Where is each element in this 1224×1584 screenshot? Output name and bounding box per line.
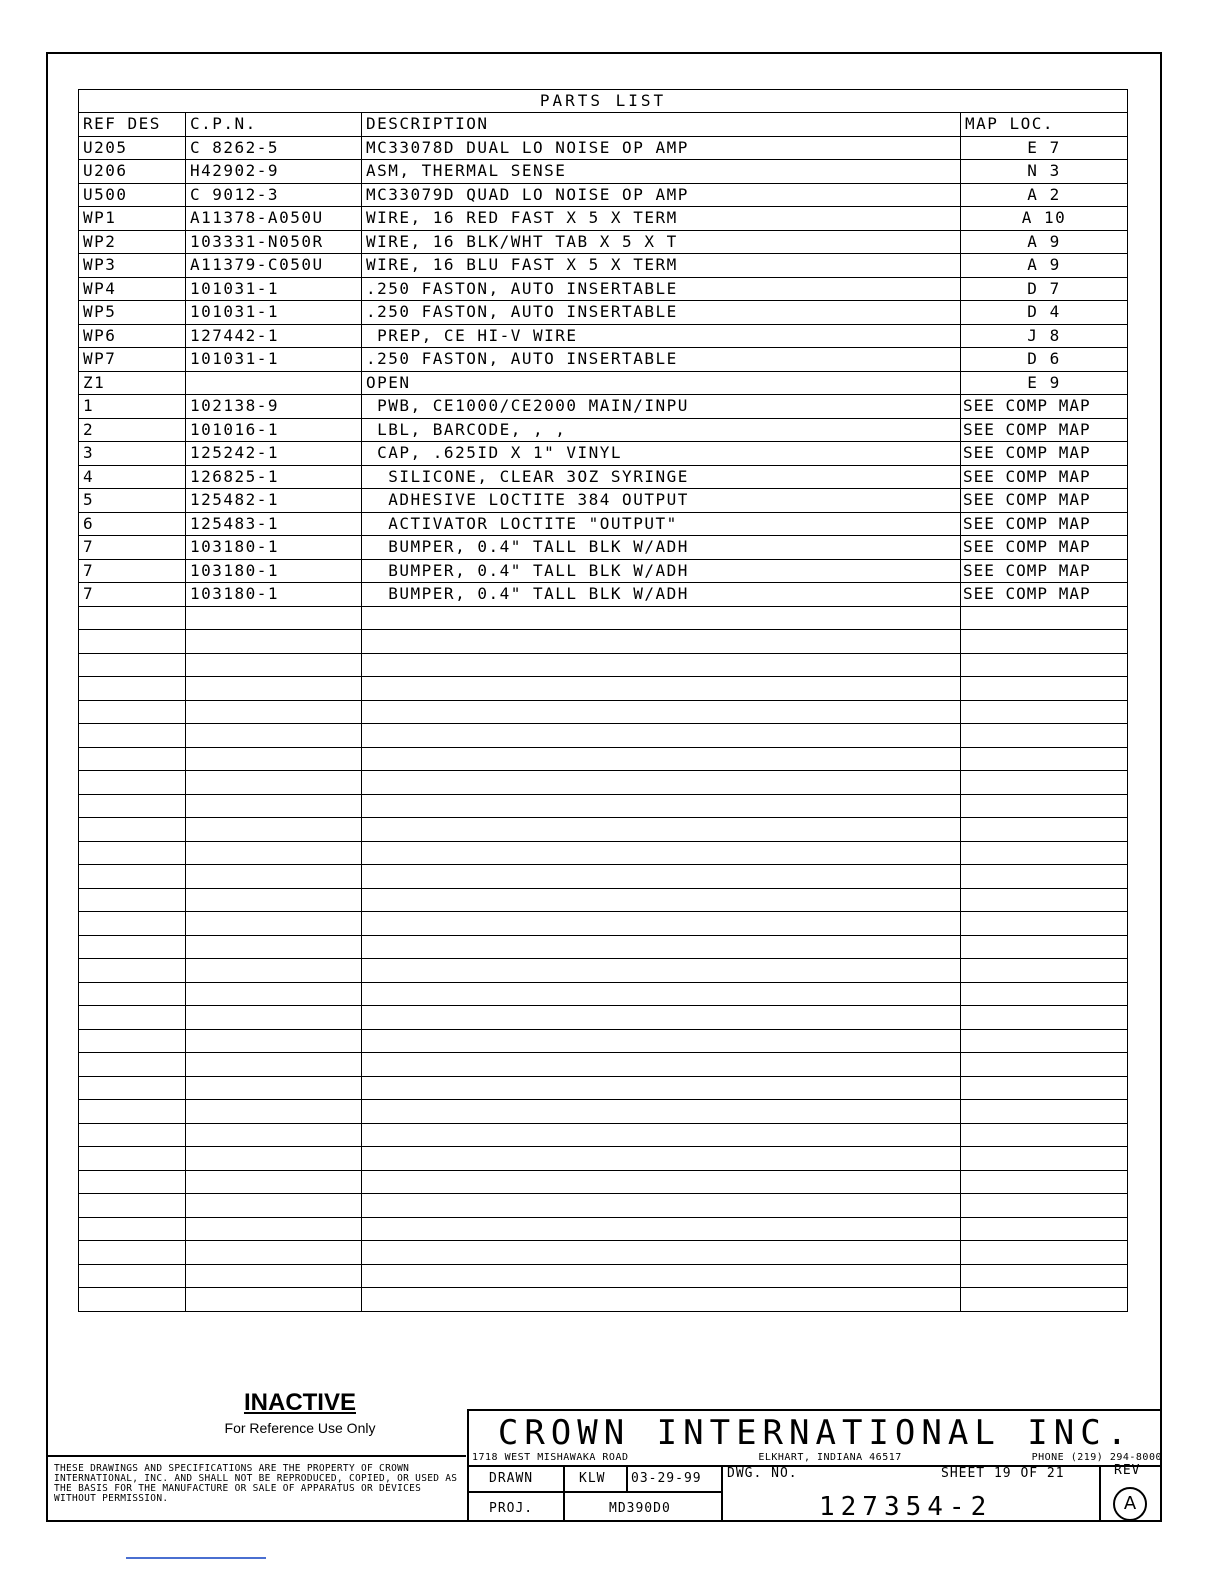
cell-empty — [961, 1147, 1128, 1171]
cell-empty — [186, 630, 362, 654]
cell-empty — [79, 1076, 186, 1100]
cell-empty — [186, 1147, 362, 1171]
cell-ref-des: 2 — [79, 418, 186, 442]
cell-empty — [362, 771, 961, 795]
parts-list-title-row — [79, 90, 1128, 113]
parts-row-empty — [79, 982, 1128, 1006]
cell-description: PREP, CE HI-V WIRE — [362, 324, 961, 348]
cell-empty — [961, 841, 1128, 865]
cell-empty — [362, 888, 961, 912]
cell-map-loc: E 9 — [961, 371, 1128, 395]
cell-empty — [79, 1029, 186, 1053]
cell-cpn: 101031-1 — [186, 348, 362, 372]
cell-cpn: C 9012-3 — [186, 183, 362, 207]
cell-empty — [961, 606, 1128, 630]
cell-cpn: 125242-1 — [186, 442, 362, 466]
cell-ref-des: 7 — [79, 583, 186, 607]
cell-description: LBL, BARCODE, , , — [362, 418, 961, 442]
cell-map-loc: SEE COMP MAP — [961, 418, 1128, 442]
title-block-divider — [469, 1491, 721, 1493]
cell-empty — [79, 1053, 186, 1077]
cell-map-loc: SEE COMP MAP — [961, 465, 1128, 489]
cell-empty — [186, 888, 362, 912]
parts-row-empty — [79, 818, 1128, 842]
cell-description: BUMPER, 0.4" TALL BLK W/ADH — [362, 536, 961, 560]
cell-empty — [362, 1241, 961, 1265]
parts-row-empty — [79, 841, 1128, 865]
cell-empty — [362, 912, 961, 936]
cell-description: BUMPER, 0.4" TALL BLK W/ADH — [362, 583, 961, 607]
header-description: DESCRIPTION — [362, 113, 961, 137]
cell-empty — [79, 1264, 186, 1288]
cell-cpn: C 8262-5 — [186, 136, 362, 160]
parts-row-empty — [79, 888, 1128, 912]
cell-ref-des: 7 — [79, 536, 186, 560]
cell-empty — [79, 1217, 186, 1241]
proj-label: PROJ. — [489, 1501, 534, 1516]
title-block-divider — [1099, 1465, 1101, 1522]
cell-empty — [186, 1006, 362, 1030]
parts-row — [79, 277, 1128, 301]
cell-ref-des: 6 — [79, 512, 186, 536]
parts-row-empty — [79, 959, 1128, 983]
cell-empty — [186, 1264, 362, 1288]
cell-empty — [79, 747, 186, 771]
cell-empty — [362, 724, 961, 748]
cell-empty — [362, 747, 961, 771]
cell-empty — [79, 818, 186, 842]
cell-empty — [79, 865, 186, 889]
cell-empty — [186, 700, 362, 724]
company-name: CROWN INTERNATIONAL INC. — [497, 1413, 1134, 1453]
cell-empty — [79, 1123, 186, 1147]
cell-empty — [79, 606, 186, 630]
proj-value: MD390D0 — [609, 1501, 671, 1516]
drawn-date: 03-29-99 — [631, 1471, 702, 1486]
cell-description: MC33078D DUAL LO NOISE OP AMP — [362, 136, 961, 160]
parts-row-empty — [79, 1264, 1128, 1288]
cell-map-loc: J 8 — [961, 324, 1128, 348]
cell-description: OPEN — [362, 371, 961, 395]
parts-row-empty — [79, 1029, 1128, 1053]
parts-row-empty — [79, 1147, 1128, 1171]
drawn-label: DRAWN — [489, 1471, 534, 1486]
parts-row-empty — [79, 912, 1128, 936]
parts-row-empty — [79, 1053, 1128, 1077]
cell-empty — [961, 700, 1128, 724]
cell-empty — [961, 1076, 1128, 1100]
cell-empty — [961, 677, 1128, 701]
cell-empty — [79, 935, 186, 959]
cell-ref-des: 4 — [79, 465, 186, 489]
title-block-divider — [721, 1465, 723, 1522]
cell-empty — [362, 1123, 961, 1147]
parts-row-empty — [79, 747, 1128, 771]
parts-row-empty — [79, 1076, 1128, 1100]
parts-row-empty — [79, 1241, 1128, 1265]
parts-row-empty — [79, 1288, 1128, 1312]
cell-empty — [961, 865, 1128, 889]
cell-ref-des: 3 — [79, 442, 186, 466]
cell-description: WIRE, 16 BLU FAST X 5 X TERM — [362, 254, 961, 278]
cell-empty — [79, 653, 186, 677]
cell-map-loc: E 7 — [961, 136, 1128, 160]
cell-empty — [362, 818, 961, 842]
cell-ref-des: U500 — [79, 183, 186, 207]
cell-empty — [186, 606, 362, 630]
cell-empty — [362, 1053, 961, 1077]
cell-map-loc: A 9 — [961, 230, 1128, 254]
parts-row — [79, 136, 1128, 160]
cell-empty — [186, 1053, 362, 1077]
cell-empty — [362, 1170, 961, 1194]
cell-empty — [362, 982, 961, 1006]
revision-circle: A — [1113, 1487, 1147, 1521]
cell-empty — [961, 794, 1128, 818]
cell-cpn: 103180-1 — [186, 536, 362, 560]
cell-empty — [362, 841, 961, 865]
cell-empty — [362, 1029, 961, 1053]
cell-empty — [79, 1006, 186, 1030]
inactive-label: INACTIVE — [243, 1389, 356, 1416]
parts-row — [79, 183, 1128, 207]
parts-row — [79, 512, 1128, 536]
cell-empty — [961, 747, 1128, 771]
cell-empty — [362, 700, 961, 724]
cell-cpn: A11378-A050U — [186, 207, 362, 231]
title-block — [467, 1409, 1162, 1522]
cell-empty — [186, 1288, 362, 1312]
cell-empty — [186, 959, 362, 983]
cell-cpn: 101031-1 — [186, 277, 362, 301]
cell-description: PWB, CE1000/CE2000 MAIN/INPU — [362, 395, 961, 419]
cell-empty — [362, 1217, 961, 1241]
cell-description: ACTIVATOR LOCTITE "OUTPUT" — [362, 512, 961, 536]
cell-empty — [961, 912, 1128, 936]
cell-ref-des: U206 — [79, 160, 186, 184]
cell-empty — [79, 888, 186, 912]
cell-empty — [362, 794, 961, 818]
cell-empty — [79, 700, 186, 724]
header-map-loc: MAP LOC. — [961, 113, 1128, 137]
parts-list-table — [78, 89, 1128, 1312]
parts-row — [79, 230, 1128, 254]
cell-ref-des: WP1 — [79, 207, 186, 231]
cell-empty — [362, 630, 961, 654]
cell-empty — [961, 959, 1128, 983]
cell-map-loc: SEE COMP MAP — [961, 536, 1128, 560]
cell-ref-des: WP3 — [79, 254, 186, 278]
cell-empty — [961, 982, 1128, 1006]
cell-map-loc: A 9 — [961, 254, 1128, 278]
cell-map-loc: A 2 — [961, 183, 1128, 207]
sheet-number: SHEET 19 OF 21 — [941, 1466, 1065, 1481]
cell-empty — [186, 1076, 362, 1100]
drawn-by: KLW — [579, 1471, 606, 1486]
parts-row — [79, 254, 1128, 278]
cell-map-loc: D 4 — [961, 301, 1128, 325]
cell-empty — [79, 677, 186, 701]
parts-row-empty — [79, 935, 1128, 959]
parts-row — [79, 395, 1128, 419]
cell-empty — [961, 1288, 1128, 1312]
cell-ref-des: WP6 — [79, 324, 186, 348]
cell-empty — [79, 982, 186, 1006]
parts-row-empty — [79, 1170, 1128, 1194]
cell-map-loc: N 3 — [961, 160, 1128, 184]
cell-description: SILICONE, CLEAR 3OZ SYRINGE — [362, 465, 961, 489]
parts-row — [79, 371, 1128, 395]
cell-map-loc: SEE COMP MAP — [961, 489, 1128, 513]
parts-row-empty — [79, 771, 1128, 795]
dwg-no-label: DWG. NO. — [727, 1466, 798, 1481]
cell-empty — [79, 841, 186, 865]
cell-empty — [362, 959, 961, 983]
cell-empty — [186, 1194, 362, 1218]
cell-empty — [79, 1170, 186, 1194]
parts-row-empty — [79, 1123, 1128, 1147]
cell-empty — [186, 912, 362, 936]
cell-empty — [961, 1123, 1128, 1147]
cell-empty — [961, 1264, 1128, 1288]
cell-empty — [79, 794, 186, 818]
cell-cpn: 126825-1 — [186, 465, 362, 489]
parts-row-empty — [79, 724, 1128, 748]
cell-cpn: 127442-1 — [186, 324, 362, 348]
parts-row-empty — [79, 653, 1128, 677]
cell-empty — [362, 1076, 961, 1100]
cell-empty — [186, 1217, 362, 1241]
cell-empty — [186, 865, 362, 889]
cell-description: WIRE, 16 RED FAST X 5 X TERM — [362, 207, 961, 231]
cell-ref-des: WP7 — [79, 348, 186, 372]
cell-empty — [79, 630, 186, 654]
cell-empty — [362, 1006, 961, 1030]
cell-description: CAP, .625ID X 1" VINYL — [362, 442, 961, 466]
cell-ref-des: WP4 — [79, 277, 186, 301]
cell-map-loc: SEE COMP MAP — [961, 512, 1128, 536]
cell-ref-des: WP2 — [79, 230, 186, 254]
parts-row — [79, 559, 1128, 583]
cell-empty — [186, 1029, 362, 1053]
cell-empty — [961, 1100, 1128, 1124]
city-address: ELKHART, INDIANA 46517 — [758, 1452, 902, 1463]
cell-empty — [961, 888, 1128, 912]
cell-empty — [961, 1053, 1128, 1077]
cell-description: WIRE, 16 BLK/WHT TAB X 5 X T — [362, 230, 961, 254]
cell-map-loc: SEE COMP MAP — [961, 559, 1128, 583]
parts-row-empty — [79, 606, 1128, 630]
cell-empty — [186, 677, 362, 701]
parts-row — [79, 583, 1128, 607]
cell-empty — [79, 1194, 186, 1218]
cell-empty — [186, 1100, 362, 1124]
cell-description: .250 FASTON, AUTO INSERTABLE — [362, 277, 961, 301]
cell-cpn: 101031-1 — [186, 301, 362, 325]
reference-label: For Reference Use Only — [224, 1420, 376, 1436]
rev-label: REV — [1114, 1463, 1141, 1478]
cell-map-loc: SEE COMP MAP — [961, 395, 1128, 419]
header-cpn: C.P.N. — [186, 113, 362, 137]
cell-cpn: 103180-1 — [186, 583, 362, 607]
parts-row-empty — [79, 1006, 1128, 1030]
parts-row-empty — [79, 1217, 1128, 1241]
proprietary-notice: THESE DRAWINGS AND SPECIFICATIONS ARE THE PROPERTY OF CROWN INTERNATIONAL, INC. AND SHALL NOT BE REPRODUCED, COPIED, OR USED AS THE BASIS FOR THE MANUFACTURE OR SALE OF APPARATUS OR DEVICES WITHOUT PERMISSION. — [48, 1455, 466, 1521]
cell-empty — [186, 794, 362, 818]
cell-empty — [362, 935, 961, 959]
parts-row — [79, 324, 1128, 348]
cell-empty — [961, 818, 1128, 842]
cell-ref-des: 7 — [79, 559, 186, 583]
cell-cpn: A11379-C050U — [186, 254, 362, 278]
title-block-divider — [563, 1465, 565, 1522]
parts-row-empty — [79, 1194, 1128, 1218]
cell-empty — [79, 959, 186, 983]
parts-row-empty — [79, 794, 1128, 818]
cell-empty — [961, 1029, 1128, 1053]
cell-empty — [362, 1288, 961, 1312]
cell-map-loc: D 7 — [961, 277, 1128, 301]
cell-description: MC33079D QUAD LO NOISE OP AMP — [362, 183, 961, 207]
cell-cpn: 103331-N050R — [186, 230, 362, 254]
cell-empty — [186, 724, 362, 748]
cell-empty — [186, 982, 362, 1006]
company-address-line — [472, 1452, 1162, 1463]
cell-cpn — [186, 371, 362, 395]
cell-empty — [186, 653, 362, 677]
cell-empty — [362, 1100, 961, 1124]
parts-row — [79, 160, 1128, 184]
cell-empty — [362, 1194, 961, 1218]
cell-empty — [79, 1100, 186, 1124]
cell-empty — [362, 606, 961, 630]
parts-list-title: PARTS LIST — [79, 90, 1128, 113]
cell-cpn: H42902-9 — [186, 160, 362, 184]
cell-cpn: 125483-1 — [186, 512, 362, 536]
cell-empty — [186, 841, 362, 865]
header-ref-des: REF DES — [79, 113, 186, 137]
cell-cpn: 101016-1 — [186, 418, 362, 442]
parts-row — [79, 536, 1128, 560]
parts-row-empty — [79, 700, 1128, 724]
cell-empty — [961, 1170, 1128, 1194]
footer-rule — [126, 1557, 266, 1559]
parts-row-empty — [79, 865, 1128, 889]
cell-empty — [186, 1123, 362, 1147]
phone-number: PHONE (219) 294-8000 — [1031, 1452, 1162, 1463]
cell-map-loc: D 6 — [961, 348, 1128, 372]
cell-description: .250 FASTON, AUTO INSERTABLE — [362, 348, 961, 372]
cell-ref-des: 5 — [79, 489, 186, 513]
inactive-stamp — [200, 1389, 400, 1436]
cell-empty — [961, 1006, 1128, 1030]
parts-row-empty — [79, 1100, 1128, 1124]
parts-list-header-row — [79, 113, 1128, 137]
title-block-divider — [626, 1465, 628, 1491]
cell-map-loc: A 10 — [961, 207, 1128, 231]
cell-empty — [961, 1241, 1128, 1265]
parts-row-empty — [79, 630, 1128, 654]
cell-empty — [79, 1147, 186, 1171]
parts-row — [79, 348, 1128, 372]
cell-empty — [79, 1288, 186, 1312]
street-address: 1718 WEST MISHAWAKA ROAD — [472, 1452, 629, 1463]
cell-empty — [362, 1147, 961, 1171]
cell-description: ASM, THERMAL SENSE — [362, 160, 961, 184]
cell-ref-des: Z1 — [79, 371, 186, 395]
drawing-number: 127354-2 — [819, 1492, 993, 1522]
cell-empty — [961, 724, 1128, 748]
cell-empty — [186, 1241, 362, 1265]
cell-empty — [961, 653, 1128, 677]
cell-empty — [362, 1264, 961, 1288]
cell-cpn: 103180-1 — [186, 559, 362, 583]
parts-row — [79, 465, 1128, 489]
cell-ref-des: U205 — [79, 136, 186, 160]
cell-description: .250 FASTON, AUTO INSERTABLE — [362, 301, 961, 325]
cell-empty — [186, 935, 362, 959]
cell-empty — [362, 653, 961, 677]
parts-row-empty — [79, 677, 1128, 701]
cell-empty — [186, 771, 362, 795]
cell-empty — [186, 818, 362, 842]
parts-row — [79, 207, 1128, 231]
cell-empty — [961, 935, 1128, 959]
cell-empty — [961, 1194, 1128, 1218]
parts-row — [79, 301, 1128, 325]
cell-cpn: 125482-1 — [186, 489, 362, 513]
cell-description: BUMPER, 0.4" TALL BLK W/ADH — [362, 559, 961, 583]
cell-empty — [79, 771, 186, 795]
cell-empty — [362, 677, 961, 701]
cell-empty — [362, 865, 961, 889]
cell-empty — [79, 724, 186, 748]
parts-row — [79, 442, 1128, 466]
parts-row — [79, 418, 1128, 442]
cell-empty — [79, 1241, 186, 1265]
cell-empty — [961, 771, 1128, 795]
parts-row — [79, 489, 1128, 513]
cell-description: ADHESIVE LOCTITE 384 OUTPUT — [362, 489, 961, 513]
cell-empty — [961, 1217, 1128, 1241]
cell-map-loc: SEE COMP MAP — [961, 583, 1128, 607]
cell-empty — [961, 630, 1128, 654]
cell-map-loc: SEE COMP MAP — [961, 442, 1128, 466]
cell-empty — [79, 912, 186, 936]
cell-ref-des: 1 — [79, 395, 186, 419]
cell-cpn: 102138-9 — [186, 395, 362, 419]
cell-empty — [186, 747, 362, 771]
cell-ref-des: WP5 — [79, 301, 186, 325]
cell-empty — [186, 1170, 362, 1194]
